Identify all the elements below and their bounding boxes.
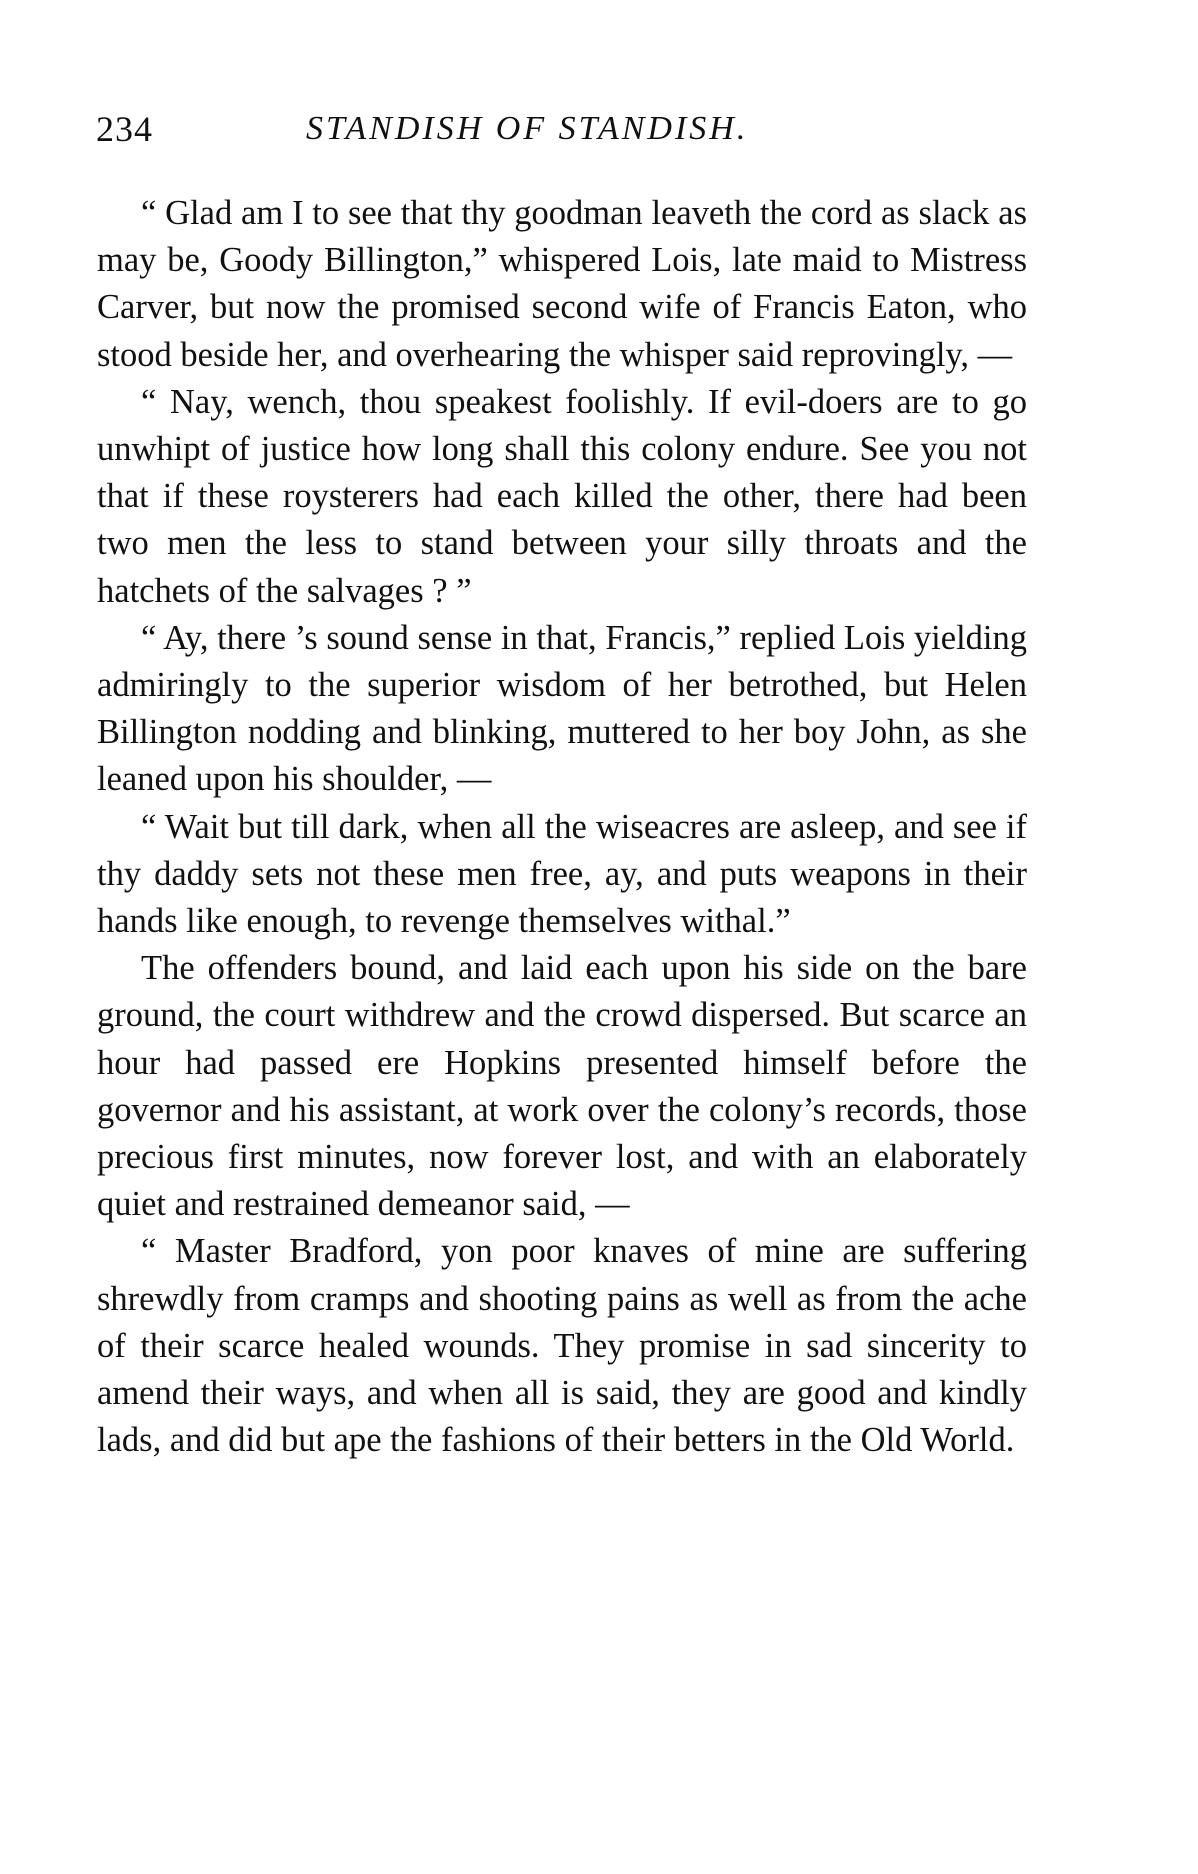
paragraph: “ Ay, there ’s sound sense in that, Francis,” replied Lois yielding admiringly to the superior wisdom of her betrothed, but Helen Billington nodding and blinking, muttered to her boy John, as she leaned upon his shoulder, — <box>97 618 1027 799</box>
paragraph: “ Nay, wench, thou speakest foolishly. If evil-doers are to go unwhipt of justice how long shall this colony endure. See you not that if these roysterers had each killed the other, there had been two men the less to stand between your silly throats and the hatchets of the salvages ? ” <box>97 382 1027 610</box>
running-title: STANDISH OF STANDISH. <box>306 110 749 147</box>
paragraph: “ Wait but till dark, when all the wiseacres are asleep, and see if thy daddy sets not these men free, ay, and puts weapons in their hands like enough, to revenge themselves withal.” <box>97 807 1027 941</box>
body-text <box>97 190 1027 1464</box>
paragraph: The offenders bound, and laid each upon his side on the bare ground, the court withdrew and the crowd dispersed. But scarce an hour had passed ere Hopkins presented himself before the governor and his assistant, at work over the colony’s records, those precious first minutes, now forever lost, and with an elaborately quiet and restrained demeanor said, — <box>97 949 1027 1224</box>
paragraph: “ Master Bradford, yon poor knaves of mine are suffering shrewdly from cramps and shooting pains as well as from the ache of their scarce healed wounds. They promise in sad sincerity to amend their ways, and when all is said, they are good and kindly lads, and did but ape the fashions of their betters in the Old World. <box>97 1232 1027 1460</box>
page-number: 234 <box>96 109 153 149</box>
page-header <box>96 108 1036 158</box>
paragraph: “ Glad am I to see that thy goodman leaveth the cord as slack as may be, Goody Billington,” whispered Lois, late maid to Mistress Carver, but now the promised second wife of Francis Eaton, who stood beside her, and overhearing the whisper said reprovingly, — <box>97 194 1027 374</box>
